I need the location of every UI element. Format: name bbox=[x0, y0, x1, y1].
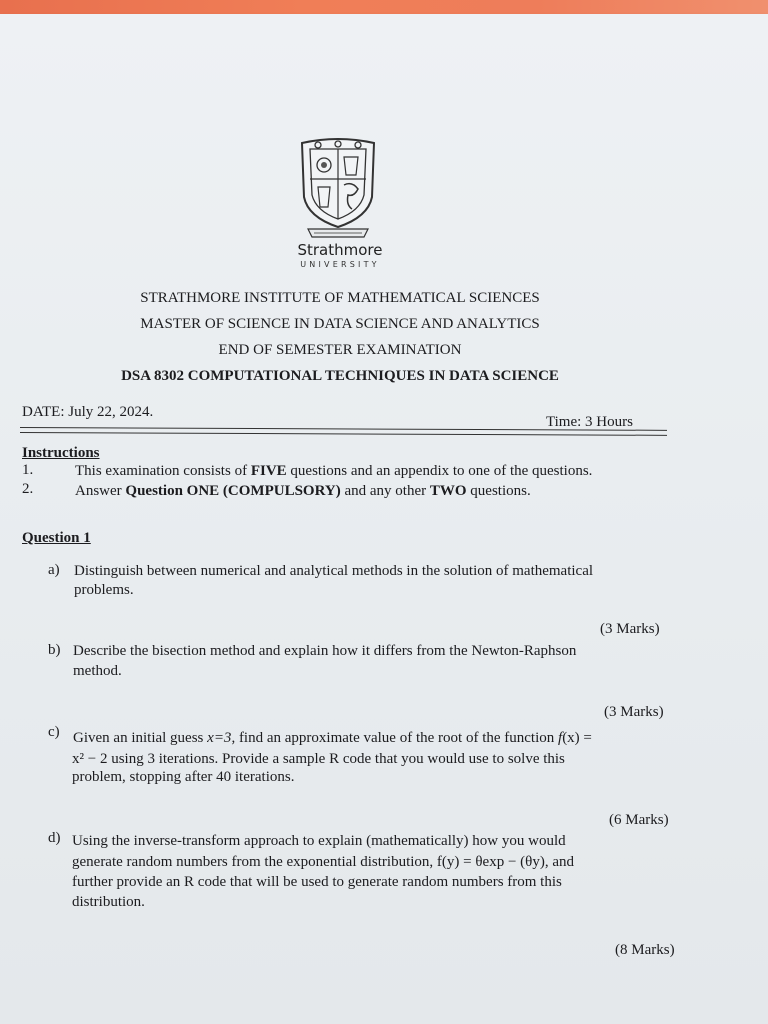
marks-label: (3 Marks) bbox=[600, 621, 660, 637]
part-label: d) bbox=[48, 830, 61, 846]
exam-title: END OF SEMESTER EXAMINATION bbox=[218, 342, 462, 358]
question-text: Distinguish between numerical and analytical methods in the solution of mathematical bbox=[74, 563, 594, 579]
question-heading: Question 1 bbox=[22, 530, 91, 546]
university-name: Strathmore bbox=[297, 241, 383, 259]
instruction-item: This examination consists of FIVE questions and an appendix to one of the questions. bbox=[75, 463, 593, 479]
exam-paper bbox=[0, 14, 768, 1024]
programme-title: MASTER OF SCIENCE IN DATA SCIENCE AND ANALYTICS bbox=[140, 316, 540, 332]
part-label: b) bbox=[48, 642, 61, 658]
instruction-number: 2. bbox=[22, 481, 34, 497]
university-crest-icon bbox=[298, 135, 378, 241]
exam-duration: Time: 3 Hours bbox=[546, 414, 633, 430]
marks-label: (8 Marks) bbox=[615, 942, 675, 958]
question-text: Given an initial guess x=3, find an approximate value of the root of the function f(x) = bbox=[73, 730, 592, 746]
exam-date: DATE: July 22, 2024. bbox=[22, 404, 154, 420]
question-text: x² − 2 using 3 iterations. Provide a sample R code that you would use to solve this bbox=[72, 751, 565, 767]
question-text: method. bbox=[73, 663, 122, 679]
question-text: problem, stopping after 40 iterations. bbox=[72, 769, 295, 785]
question-text: generate random numbers from the exponential distribution, f(y) = θexp − (θy), and bbox=[72, 854, 574, 870]
question-text: Describe the bisection method and explain how it differs from the Newton-Raphson bbox=[73, 643, 577, 659]
part-label: a) bbox=[48, 562, 60, 578]
marks-label: (6 Marks) bbox=[609, 812, 669, 828]
marks-label: (3 Marks) bbox=[604, 704, 664, 720]
course-title: DSA 8302 COMPUTATIONAL TECHNIQUES IN DATA SCIENCE bbox=[121, 368, 559, 384]
instruction-item: Answer Question ONE (COMPULSORY) and any other TWO questions. bbox=[75, 483, 531, 499]
question-text: Using the inverse-transform approach to explain (mathematically) how you would bbox=[72, 833, 566, 849]
institute-title: STRATHMORE INSTITUTE OF MATHEMATICAL SCIENCES bbox=[140, 290, 540, 306]
instruction-number: 1. bbox=[22, 462, 34, 478]
question-text: distribution. bbox=[72, 894, 145, 910]
part-label: c) bbox=[48, 724, 60, 740]
university-subtitle: UNIVERSITY bbox=[300, 260, 380, 269]
question-text: further provide an R code that will be used to generate random numbers from this bbox=[72, 874, 562, 890]
instructions-heading: Instructions bbox=[22, 445, 100, 461]
question-text: problems. bbox=[74, 582, 134, 598]
